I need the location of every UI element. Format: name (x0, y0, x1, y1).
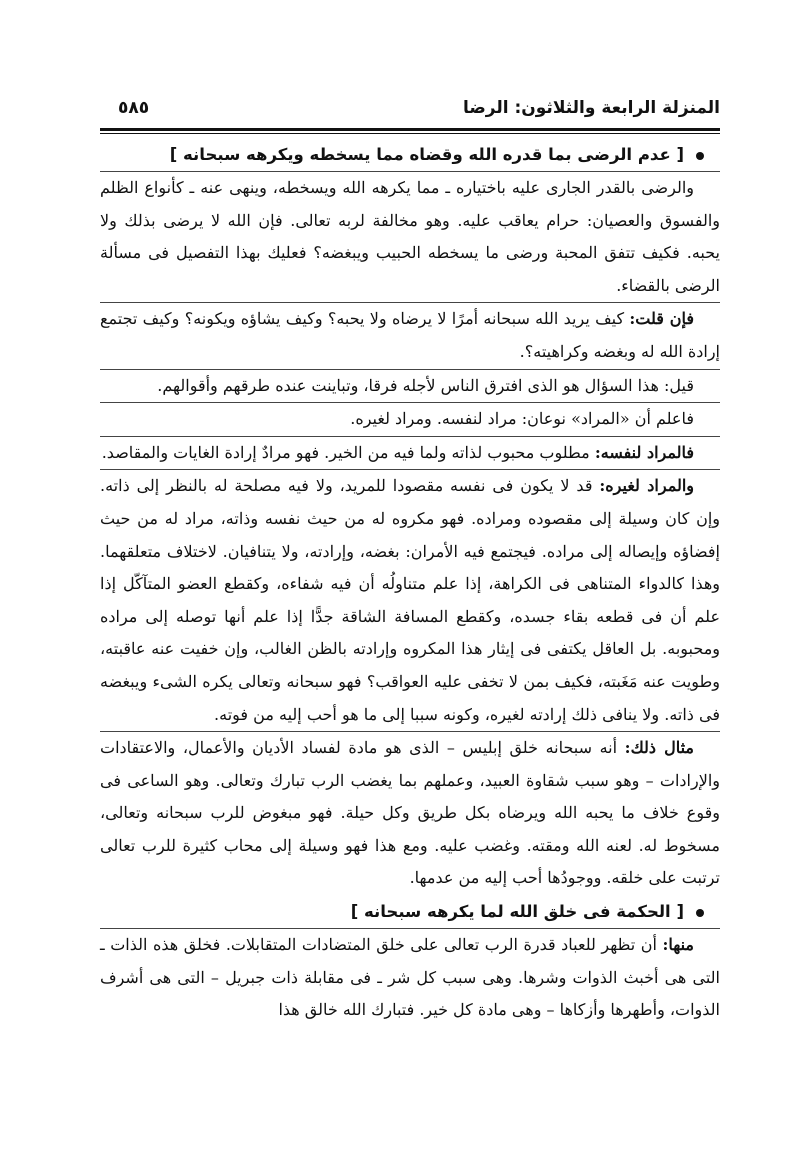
header-rule (100, 128, 720, 131)
paragraph-lead: فإن قلت: (629, 309, 694, 329)
paragraph-lead: والمراد لغيره: (599, 476, 695, 496)
paragraph (100, 303, 720, 368)
paragraph (100, 732, 720, 895)
paragraph (100, 929, 720, 1027)
page-body (100, 138, 720, 1027)
bullet-icon (696, 152, 704, 160)
section-heading (100, 138, 720, 171)
page-number: ٥٨٥ (118, 98, 150, 118)
paragraph-text: أنه سبحانه خلق إبليس – الذى هو مادة لفساد الأديان والأعمال، والاعتقادات والإرادات – وهو سبب شقاوة العبيد، وعملهم بما يغضب الرب تبارك وتعالى. وهو الساعى فى وقوع خلاف ما يحبه الله ويرضاه بكل طريق وكل حيلة. فهو مبغوض للرب سبحانه وتعالى، مسخوط له. لعنه الله ومقته. وغضب عليه. ومع هذا فهو وسيلة إلى محاب كثيرة للرب تعالى ترتبت على خلقه. ووجودُها أحب إليه من عدمها. (100, 738, 720, 888)
paragraph (100, 172, 720, 302)
page-header (100, 92, 720, 128)
section-heading-text: [ الحكمة فى خلق الله لما يكرهه سبحانه ] (350, 902, 684, 922)
paragraph-lead: فالمراد لنفسه: (594, 442, 694, 462)
paragraph (100, 470, 720, 731)
paragraph-text: مطلوب محبوب لذاته ولما فيه من الخير. فهو مرادٌ إرادة الغايات والمقاصد. (101, 442, 590, 462)
paragraph (100, 403, 720, 436)
paragraph (100, 370, 720, 403)
paragraph-text: والرضى بالقدر الجارى عليه باختياره ـ مما يكرهه الله ويسخطه، وينهى عنه ـ كأنواع الظلم والفسوق والعصيان: حرام يعاقب عليه. وهو مخالفة لربه تعالى. فإن الله لا يرضى بذلك ولا يحبه. فكيف تتفق المحبة ورضى ما يسخطه الحبيب ويبغضه؟ فعليك بهذا التفصيل فى مسألة الرضى بالقضاء. (100, 178, 721, 295)
paragraph-lead: مثال ذلك: (624, 738, 694, 758)
header-rule-thin (100, 133, 720, 134)
section-heading-text: [ عدم الرضى بما قدره الله وقضاه مما يسخطه ويكرهه سبحانه ] (169, 145, 684, 164)
paragraph-text: فاعلم أن «المراد» نوعان: مراد لنفسه. ومراد لغيره. (350, 409, 694, 429)
section-heading (100, 895, 720, 928)
chapter-title: المنزلة الرابعة والثلاثون: الرضا (462, 98, 720, 118)
paragraph-text: كيف يريد الله سبحانه أمرًا لا يرضاه ولا يحبه؟ وكيف يشاؤه ويكونه؟ وكيف تجتمع إرادة الله له وبغضه وكراهيته؟. (100, 309, 720, 361)
paragraph-text: قد لا يكون فى نفسه مقصودا للمريد، ولا فيه مصلحة له بالنظر إلى ذاته. وإن كان وسيلة إلى مقصوده ومراده. فهو مكروه له من حيث نفسه وذاته، مراد له من حيث إفضاؤه وإيصاله إلى مراده. فيجتمع فيه الأمران: بغضه، وإرادته، ولا يتنافيان. لاختلاف متعلقهما. وهذا كالدواء المتناهى فى الكراهة، إذا علم متناولُه أن فيه شفاءه، وكقطع العضو المتآكّل إذا علم أن فى قطعه بقاء جسده، وكقطع المسافة الشاقة جدًّا إذا علم أنها توصله إلى مراده ومحبوبه. بل العاقل يكتفى فى إيثار هذا المكروه وإرادته بالظن الغالب، وإن خفيت عنه عاقبته، وطويت عنه مَغَبته، فكيف بمن لا تخفى عليه العواقب؟ فهو سبحانه وتعالى يكره الشىء ويبغضه فى ذاته. ولا ينافى ذلك إرادته لغيره، وكونه سببا إلى ما هو أحب إليه من فوته. (100, 476, 720, 724)
bullet-icon (696, 909, 704, 917)
paragraph-lead: قيل: (664, 375, 694, 395)
paragraph-text: هذا السؤال هو الذى افترق الناس لأجله فرقا، وتباينت عنده طرقهم وأقوالهم. (157, 375, 659, 395)
paragraph-lead: منها: (662, 935, 694, 955)
paragraph (100, 437, 720, 470)
paragraph-text: أن تظهر للعباد قدرة الرب تعالى على خلق المتضادات المتقابلات. فخلق هذه الذات ـ التى هى أخبث الذوات وشرها. وهى سبب كل شر ـ فى مقابلة ذات جبريل – التى هى أشرف الذوات، وأطهرها وأزكاها – وهى مادة كل خير. فتبارك الله خالق هذا (100, 935, 720, 1020)
